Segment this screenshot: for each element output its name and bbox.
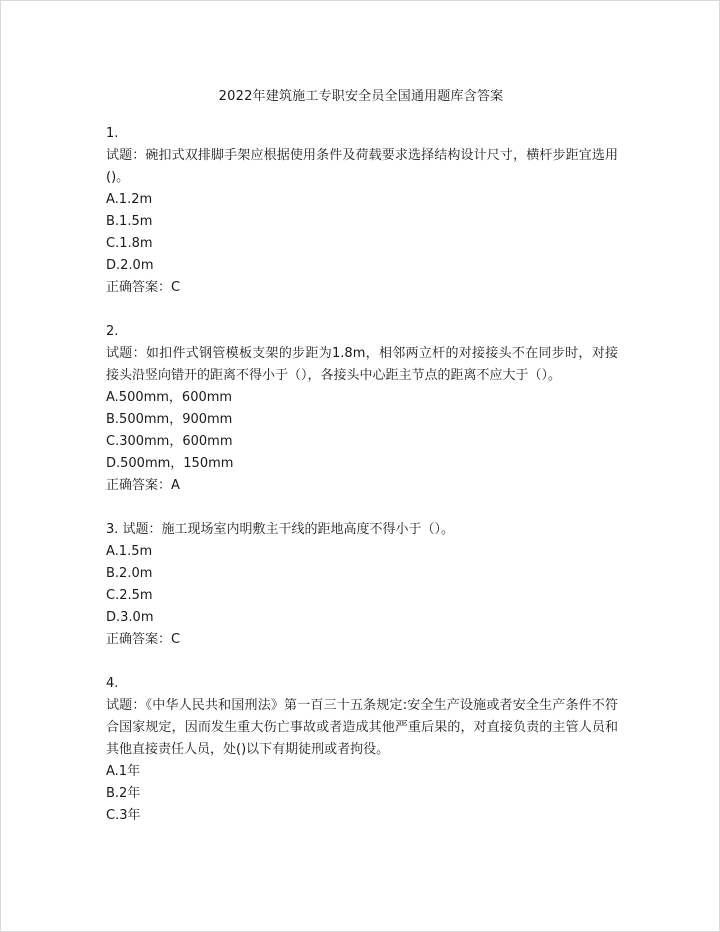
question-number: 2. bbox=[106, 324, 119, 339]
option-b: B.2年 bbox=[106, 786, 141, 801]
question-4 bbox=[106, 673, 618, 827]
document-title: 2022年建筑施工专职安全员全国通用题库含答案 bbox=[218, 89, 504, 104]
question-prompt: 试题：如扣件式钢管模板支架的步距为1.8m，相邻两立杆的对接接头不在同步时，对接接头沿竖向错开的距离不得小于（），各接头中心距主节点的距离不应大于（）。 bbox=[106, 346, 618, 383]
correct-answer: 正确答案：C bbox=[106, 632, 181, 647]
question-heading bbox=[106, 519, 618, 541]
option-b: B.2.0m bbox=[106, 566, 153, 581]
option-d: D.2.0m bbox=[106, 258, 154, 273]
question-number: 3. bbox=[106, 522, 119, 537]
question-number: 4. bbox=[106, 676, 119, 691]
question-number: 1. bbox=[106, 126, 119, 141]
option-b: B.500mm，900mm bbox=[106, 412, 233, 427]
question-2 bbox=[106, 321, 618, 497]
option-b: B.1.5m bbox=[106, 214, 153, 229]
option-c: C.1.8m bbox=[106, 236, 153, 251]
option-c: C.3年 bbox=[106, 808, 141, 823]
option-d: D.3.0m bbox=[106, 610, 154, 625]
option-a: A.500mm，600mm bbox=[106, 390, 233, 405]
correct-answer: 正确答案：A bbox=[106, 478, 180, 493]
option-c: C.300mm，600mm bbox=[106, 434, 233, 449]
question-1 bbox=[106, 123, 618, 299]
option-a: A.1年 bbox=[106, 764, 141, 779]
question-list bbox=[106, 123, 618, 827]
option-a: A.1.2m bbox=[106, 192, 153, 207]
option-c: C.2.5m bbox=[106, 588, 153, 603]
option-a: A.1.5m bbox=[106, 544, 153, 559]
question-prompt: 试题：碗扣式双排脚手架应根据使用条件及荷载要求选择结构设计尺寸，横杆步距宜选用()。 bbox=[106, 148, 618, 185]
correct-answer: 正确答案：C bbox=[106, 280, 181, 295]
option-d: D.500mm，150mm bbox=[106, 456, 234, 471]
question-3 bbox=[106, 519, 618, 651]
question-prompt: 试题：施工现场室内明敷主干线的距地高度不得小于（）。 bbox=[122, 522, 455, 537]
question-prompt: 试题：《中华人民共和国刑法》第一百三十五条规定:安全生产设施或者安全生产条件不符合国家规定，因而发生重大伤亡事故或者造成其他严重后果的，对直接负责的主管人员和其他直接责任人员，处()以下有期徒刑或者拘役。 bbox=[106, 698, 618, 757]
